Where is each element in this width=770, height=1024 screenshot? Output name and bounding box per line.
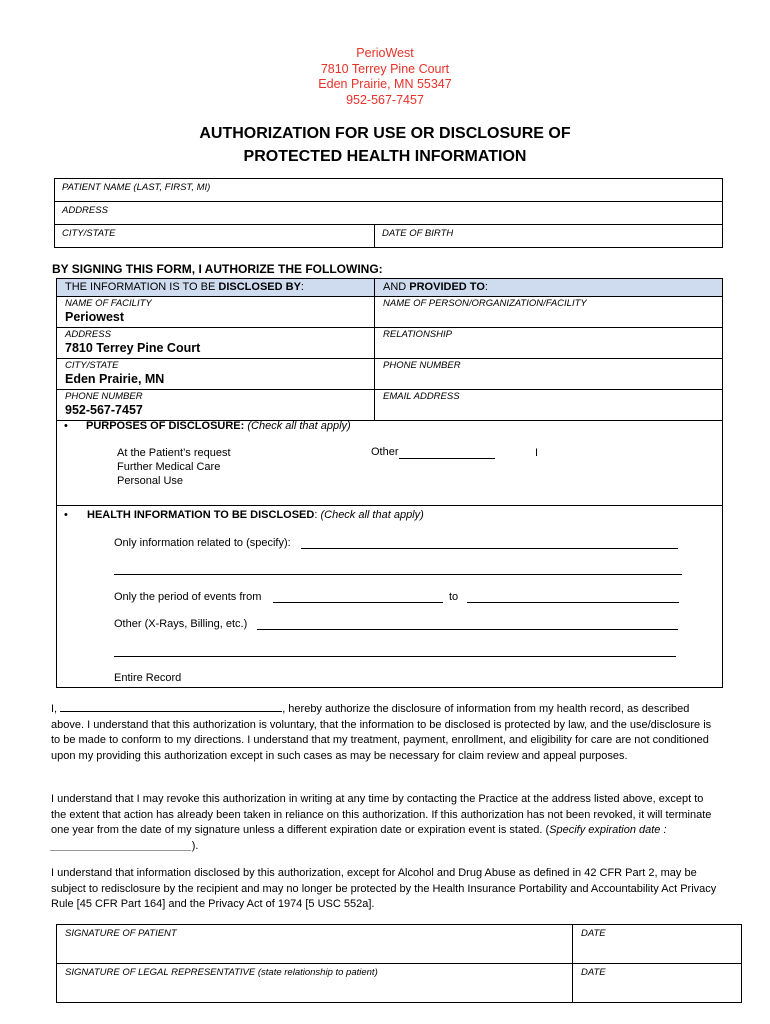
facility-city-label: CITY/STATE xyxy=(65,360,119,371)
facility-city-field[interactable] xyxy=(57,359,375,390)
purpose-option-further-care[interactable]: Further Medical Care xyxy=(117,461,221,473)
form-title-line2: PROTECTED HEALTH INFORMATION xyxy=(243,148,527,165)
revocation-paragraph: I understand that I may revoke this authorization in writing at any time by contacting the Practice at the address listed above, except to the extent that action has already been taken in reliance on this authorization. If this authorization has not been revoked, it will terminate one year from the date of my signature unless a different expiration date or expiration event is stated. (Specify expiration date : _______________________). xyxy=(51,793,712,852)
form-title xyxy=(0,122,770,168)
disclosure-table xyxy=(56,278,723,421)
facility-address-label: ADDRESS xyxy=(65,329,111,340)
facility-phone-label: PHONE NUMBER xyxy=(65,391,143,402)
recipient-email-label: EMAIL ADDRESS xyxy=(383,391,460,402)
recipient-name-field[interactable] xyxy=(375,297,723,328)
facility-name-label: NAME OF FACILITY xyxy=(65,298,152,309)
period-label: Only the period of events from xyxy=(114,591,262,603)
facility-phone-value: 952-567-7457 xyxy=(65,403,143,417)
only-info-line[interactable] xyxy=(301,548,678,549)
patient-date-label: DATE xyxy=(581,928,606,939)
practice-street: 7810 Terrey Pine Court xyxy=(320,61,450,76)
relationship-field[interactable] xyxy=(375,328,723,359)
other-records-line-2[interactable] xyxy=(114,656,676,657)
patient-city-label: CITY/STATE xyxy=(62,228,116,239)
patient-info-table xyxy=(54,178,723,248)
facility-city-value: Eden Prairie, MN xyxy=(65,372,165,386)
recipient-phone-label: PHONE NUMBER xyxy=(383,360,461,371)
facility-name-field[interactable] xyxy=(57,297,375,328)
purpose-option-patient-request[interactable]: At the Patient’s request xyxy=(117,447,231,459)
patient-address-label: ADDRESS xyxy=(62,205,108,216)
facility-name-value: Periowest xyxy=(65,310,125,324)
recipient-phone-field[interactable] xyxy=(375,359,723,390)
health-heading: HEALTH INFORMATION TO BE DISCLOSED: (Check all that apply) xyxy=(87,509,424,521)
health-bullet: • xyxy=(64,509,68,521)
recipient-name-label: NAME OF PERSON/ORGANIZATION/FACILITY xyxy=(383,298,587,309)
patient-signature-date-field[interactable] xyxy=(573,925,742,964)
other-records-label: Other (X-Rays, Billing, etc.) xyxy=(114,618,248,630)
patient-signature-field[interactable] xyxy=(57,925,573,964)
authorize-heading: BY SIGNING THIS FORM, I AUTHORIZE THE FOLLOWING: xyxy=(52,262,383,276)
entire-record-option[interactable]: Entire Record xyxy=(114,672,182,684)
recipient-email-field[interactable] xyxy=(375,390,723,421)
form-title-line1: AUTHORIZATION FOR USE OR DISCLOSURE OF xyxy=(199,125,571,142)
authorization-paragraph: I, , hereby authorize the disclosure of information from my health record, as described above. I understand that this authorization is voluntary, that the information to be disclosed is protected by law, and the use/disclosure is to be made to conform to my directions. I understand that my treatment, payment, enrollment, and eligibility for care are not conditioned upon my providing this authorization except in such cases as may be necessary for claim review and appeal purposes. xyxy=(51,703,712,762)
patient-name-label: PATIENT NAME (LAST, FIRST, MI) xyxy=(62,182,211,193)
patient-address-field[interactable] xyxy=(55,202,723,225)
period-to-label: to xyxy=(449,591,459,603)
practice-header xyxy=(0,46,770,108)
representative-date-label: DATE xyxy=(581,967,606,978)
health-info-section xyxy=(56,505,723,688)
provided-to-header: AND PROVIDED TO: xyxy=(375,279,723,297)
representative-signature-label: SIGNATURE OF LEGAL REPRESENTATIVE (state relationship to patient) xyxy=(65,967,378,978)
redisclosure-paragraph: I understand that information disclosed by this authorization, except for Alcohol and Drug Abuse as defined in 42 CFR Part 2, may be subject to redisclosure by the recipient and may no longer be protected by the Health Insurance Portability and Accountability Act Privacy Rule [45 CFR Part 164] and the Privacy Act of 1974 [5 USC 552a]. xyxy=(51,867,717,910)
patient-signature-label: SIGNATURE OF PATIENT xyxy=(65,928,177,939)
purpose-other-line[interactable] xyxy=(399,458,495,459)
practice-city: Eden Prairie, MN 55347 xyxy=(318,77,452,91)
authorizer-name-line[interactable] xyxy=(60,702,282,712)
purposes-bullet: • xyxy=(64,420,68,432)
relationship-label: RELATIONSHIP xyxy=(383,329,452,340)
practice-phone: 952-567-7457 xyxy=(346,92,424,107)
period-from-line[interactable] xyxy=(273,602,443,603)
signature-table xyxy=(56,924,742,1003)
disclosed-by-header: THE INFORMATION IS TO BE DISCLOSED BY: xyxy=(57,279,375,297)
patient-dob-label: DATE OF BIRTH xyxy=(382,228,454,239)
only-info-label: Only information related to (specify): xyxy=(114,537,291,549)
patient-name-field[interactable] xyxy=(55,179,723,202)
representative-date-field[interactable] xyxy=(573,964,742,1003)
patient-dob-field[interactable] xyxy=(375,225,723,248)
period-to-line[interactable] xyxy=(467,602,679,603)
representative-signature-field[interactable] xyxy=(57,964,573,1003)
practice-name: PerioWest xyxy=(356,46,414,60)
patient-city-field[interactable] xyxy=(55,225,375,248)
purpose-stray-mark: I xyxy=(535,447,539,459)
purposes-section xyxy=(56,418,723,506)
purposes-heading: PURPOSES OF DISCLOSURE: (Check all that apply) xyxy=(86,420,351,432)
purpose-other-label: Other xyxy=(371,446,399,458)
facility-phone-field[interactable] xyxy=(57,390,375,421)
only-info-line-2[interactable] xyxy=(114,574,682,575)
facility-address-value: 7810 Terrey Pine Court xyxy=(65,341,201,355)
facility-address-field[interactable] xyxy=(57,328,375,359)
purpose-option-personal-use[interactable]: Personal Use xyxy=(117,475,184,487)
other-records-line[interactable] xyxy=(257,629,678,630)
